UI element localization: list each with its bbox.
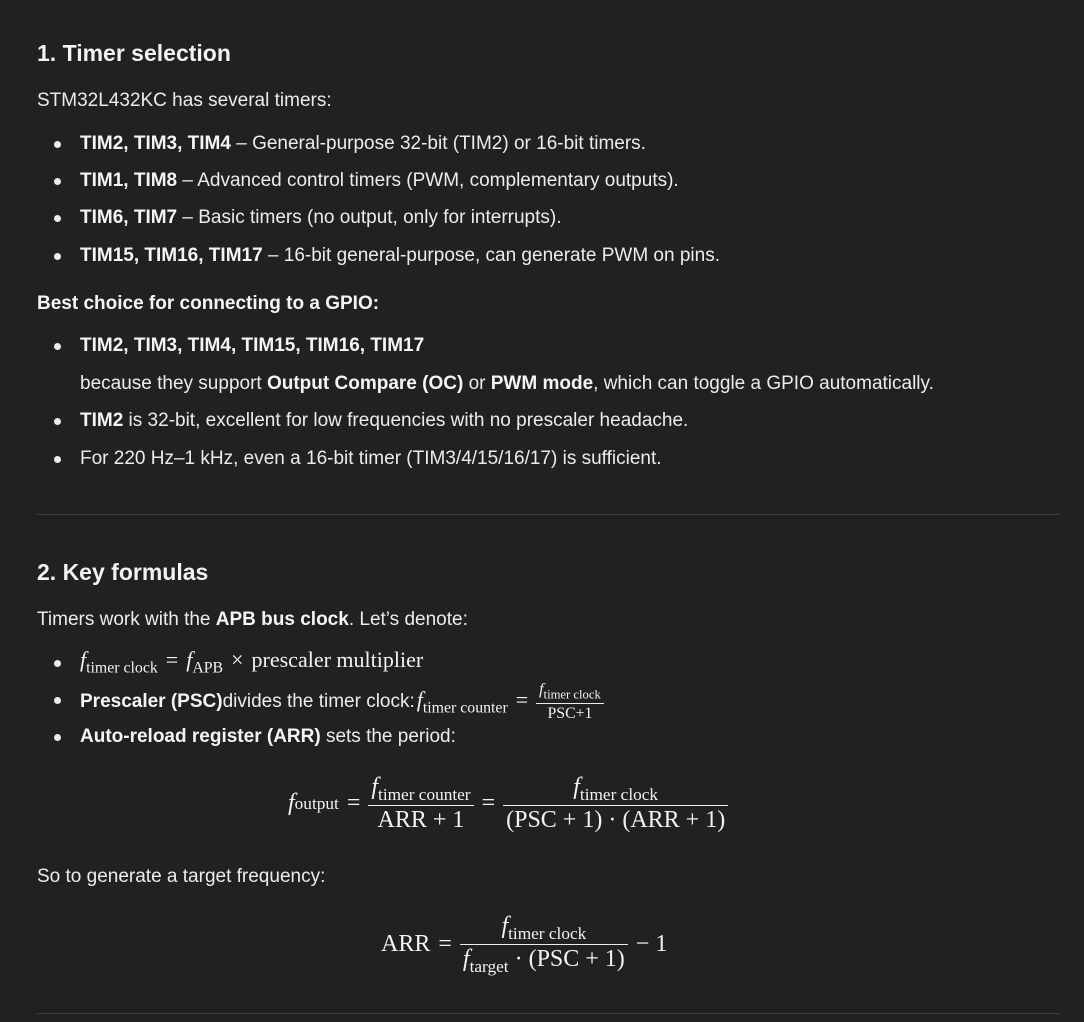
math-text: prescaler multiplier: [251, 647, 424, 672]
math-text: ARR: [381, 931, 431, 958]
list-item: For 220 Hz–1 kHz, even a 16-bit timer (TIM3/4/15/16/17) is sufficient.: [80, 448, 662, 469]
fraction-denominator: [460, 945, 628, 976]
text: sets the period:: [320, 726, 456, 747]
fraction-denominator: (PSC + 1) · (ARR + 1): [506, 807, 726, 834]
math-fraction: [503, 774, 728, 833]
math-subscript: output: [294, 793, 339, 813]
section-heading-key-formulas: 2. Key formulas: [37, 559, 209, 585]
fraction-numerator: [536, 681, 604, 704]
bullet: [54, 697, 61, 704]
math-subscript: APB: [192, 659, 224, 677]
bold-text: Auto-reload register (ARR): [80, 726, 321, 747]
math-subscript: timer clock: [579, 785, 659, 805]
divider: [37, 1013, 1060, 1014]
math-symbol: f: [501, 913, 509, 939]
divider: [37, 514, 1060, 515]
formula-timer-counter: [417, 681, 604, 723]
math-subscript: target: [469, 957, 509, 977]
timer-name: TIM2, TIM3, TIM4: [80, 133, 231, 154]
bullet: [54, 215, 61, 222]
formula-arr: [381, 913, 667, 976]
bold-text: PWM mode: [490, 373, 594, 394]
best-choice-heading: [37, 293, 379, 315]
timer-name: TIM6, TIM7: [80, 207, 178, 228]
math-text: − 1: [635, 931, 668, 958]
timer-name: TIM1, TIM8: [80, 170, 178, 191]
text: . Let’s denote:: [348, 609, 468, 630]
target-intro: So to generate a target frequency:: [37, 866, 326, 887]
bullet: [54, 660, 61, 667]
math-fraction: [368, 774, 473, 833]
math-symbol: f: [80, 647, 87, 672]
fraction-numerator: [503, 774, 728, 806]
math-operator: =: [515, 686, 529, 712]
math-subscript: timer counter: [422, 699, 508, 717]
math-symbol: f: [186, 647, 193, 672]
bullet: [54, 456, 61, 463]
fraction-denominator: PSC+1: [547, 705, 593, 723]
math-subscript: timer clock: [508, 924, 587, 944]
formula-output-frequency: [288, 774, 728, 833]
text: or: [463, 373, 491, 394]
text: divides the timer clock:: [222, 690, 415, 712]
math-subscript: timer counter: [378, 785, 471, 805]
timer-desc: – Basic timers (no output, only for interrupts).: [177, 207, 562, 228]
bullet: [54, 253, 61, 260]
timer-name: TIM15, TIM16, TIM17: [80, 245, 263, 266]
fraction-denominator: ARR + 1: [377, 807, 465, 834]
list-item: [80, 245, 720, 267]
formulas-intro: [37, 609, 468, 631]
math-operator: =: [346, 790, 361, 817]
fraction-numerator: [460, 913, 628, 945]
bullet: [54, 178, 61, 185]
list-item: [80, 207, 562, 229]
fraction-numerator: [368, 774, 473, 806]
timer-desc: – General-purpose 32-bit (TIM2) or 16-bit timers.: [230, 133, 646, 154]
list-item: [80, 335, 424, 357]
math-operator: =: [165, 647, 179, 672]
list-item-arr: [80, 726, 456, 748]
list-item-prescaler: [80, 681, 604, 723]
bold-text: TIM2: [80, 410, 124, 431]
list-item-continuation: [80, 373, 934, 395]
timer-names: TIM2, TIM3, TIM4, TIM15, TIM16, TIM17: [80, 335, 425, 356]
best-choice-label: Best choice for connecting to a GPIO:: [37, 293, 380, 314]
math-symbol: f: [416, 686, 423, 712]
math-operator: ×: [231, 647, 244, 672]
math-text: · (PSC + 1): [508, 946, 625, 973]
section-heading-timer-selection: 1. Timer selection: [37, 40, 231, 66]
math-symbol: f: [539, 681, 544, 698]
math-symbol: f: [288, 790, 295, 817]
text: because they support: [80, 373, 267, 394]
math-operator: =: [438, 931, 452, 958]
bold-text: APB bus clock: [215, 609, 349, 630]
list-item: [80, 410, 688, 432]
math-fraction: [536, 681, 604, 723]
bold-text: Output Compare (OC): [266, 373, 464, 394]
math-fraction: [460, 913, 628, 976]
list-item: [80, 133, 646, 155]
text: , which can toggle a GPIO automatically.: [593, 373, 934, 394]
math-symbol: f: [573, 774, 580, 800]
bullet: [54, 418, 61, 425]
math-subscript: timer clock: [543, 687, 601, 702]
math-symbol: f: [371, 774, 379, 800]
timer-desc: – 16-bit general-purpose, can generate PWM on pins.: [262, 245, 720, 266]
bold-text: Prescaler (PSC): [80, 690, 223, 712]
math-symbol: f: [462, 946, 470, 973]
math-subscript: timer clock: [86, 659, 158, 677]
list-item: [80, 170, 679, 192]
bullet: [54, 734, 61, 741]
text: Timers work with the: [37, 609, 216, 630]
text: is 32-bit, excellent for low frequencies with no prescaler headache.: [123, 410, 689, 431]
formula-timer-clock: [80, 647, 423, 678]
math-operator: =: [481, 790, 496, 817]
timers-intro: STM32L432KC has several timers:: [37, 90, 332, 111]
bullet: [54, 141, 61, 148]
timer-desc: – Advanced control timers (PWM, complementary outputs).: [177, 170, 679, 191]
bullet: [54, 343, 61, 350]
